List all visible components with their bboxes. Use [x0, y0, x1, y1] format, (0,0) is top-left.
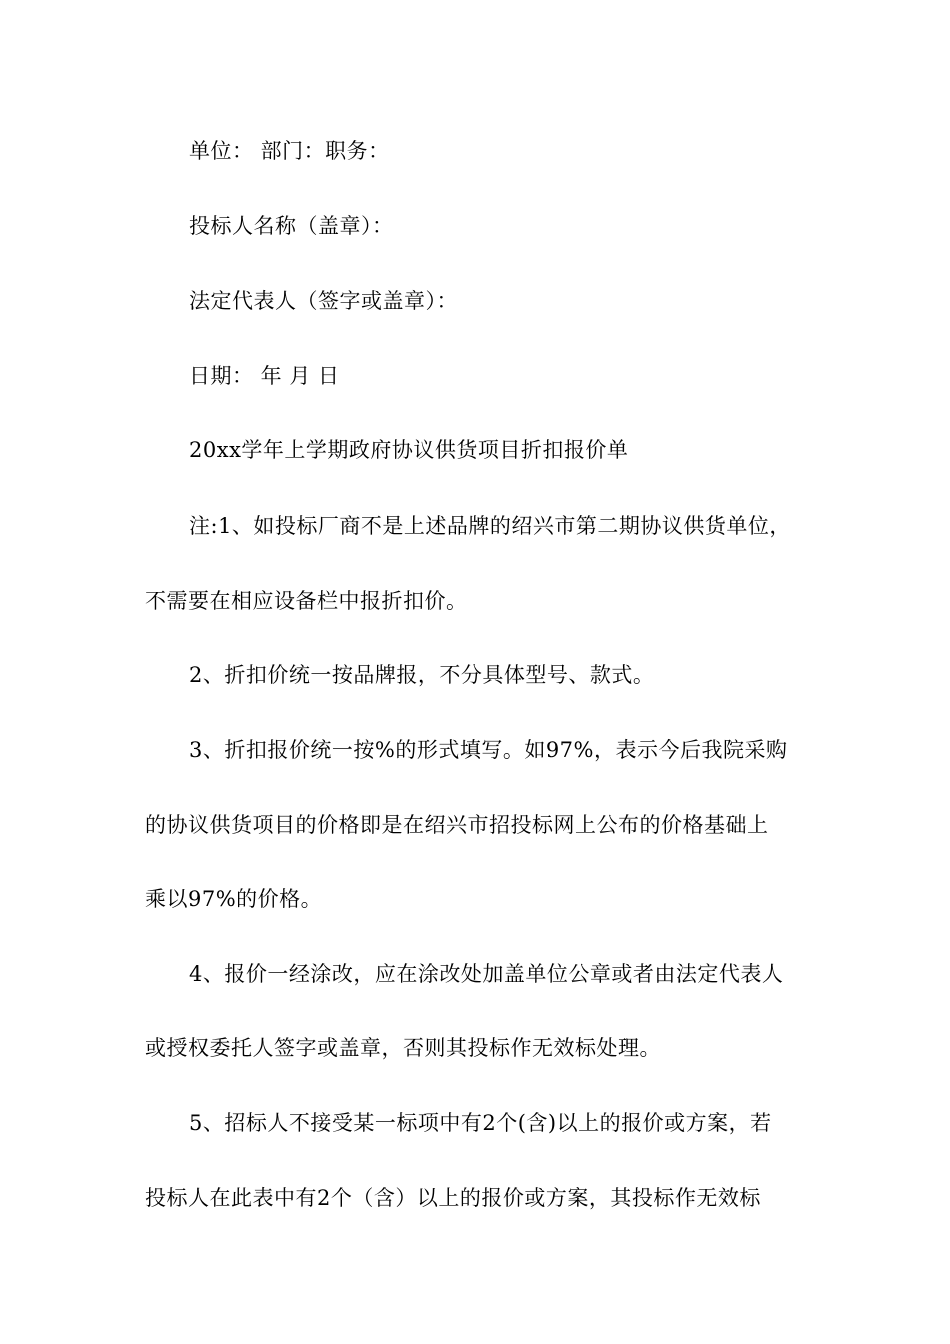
bidder-name-line: 投标人名称（盖章）：	[189, 214, 394, 238]
note-5-line-2: 投标人在此表中有2个（含）以上的报价或方案，其投标作无效标	[145, 1186, 761, 1210]
note-4-line-1: 4、报价一经涂改，应在涂改处加盖单位公章或者由法定代表人	[189, 962, 784, 986]
legal-representative-line: 法定代表人（签字或盖章）：	[189, 289, 458, 313]
note-1-line-1: 注:1、如投标厂商不是上述品牌的绍兴市第二期协议供货单位，	[189, 514, 791, 538]
document-heading: 20xx学年上学期政府协议供货项目折扣报价单	[189, 438, 629, 462]
note-4-line-2: 或授权委托人签字或盖章，否则其投标作无效标处理。	[145, 1036, 661, 1060]
date-line: 日期： 年 月 日	[189, 364, 340, 388]
note-1-line-2: 不需要在相应设备栏中报折扣价。	[145, 589, 468, 613]
unit-department-position-line: 单位： 部门：职务：	[189, 139, 390, 163]
note-5-line-1: 5、招标人不接受某一标项中有2个(含)以上的报价或方案，若	[189, 1111, 772, 1135]
note-3-line-2: 的协议供货项目的价格即是在绍兴市招投标网上公布的价格基础上	[145, 813, 769, 837]
note-3-line-1: 3、折扣报价统一按%的形式填写。如97%，表示今后我院采购	[189, 738, 788, 762]
note-2-line: 2、折扣价统一按品牌报，不分具体型号、款式。	[189, 663, 655, 687]
note-3-line-3: 乘以97%的价格。	[145, 887, 323, 911]
